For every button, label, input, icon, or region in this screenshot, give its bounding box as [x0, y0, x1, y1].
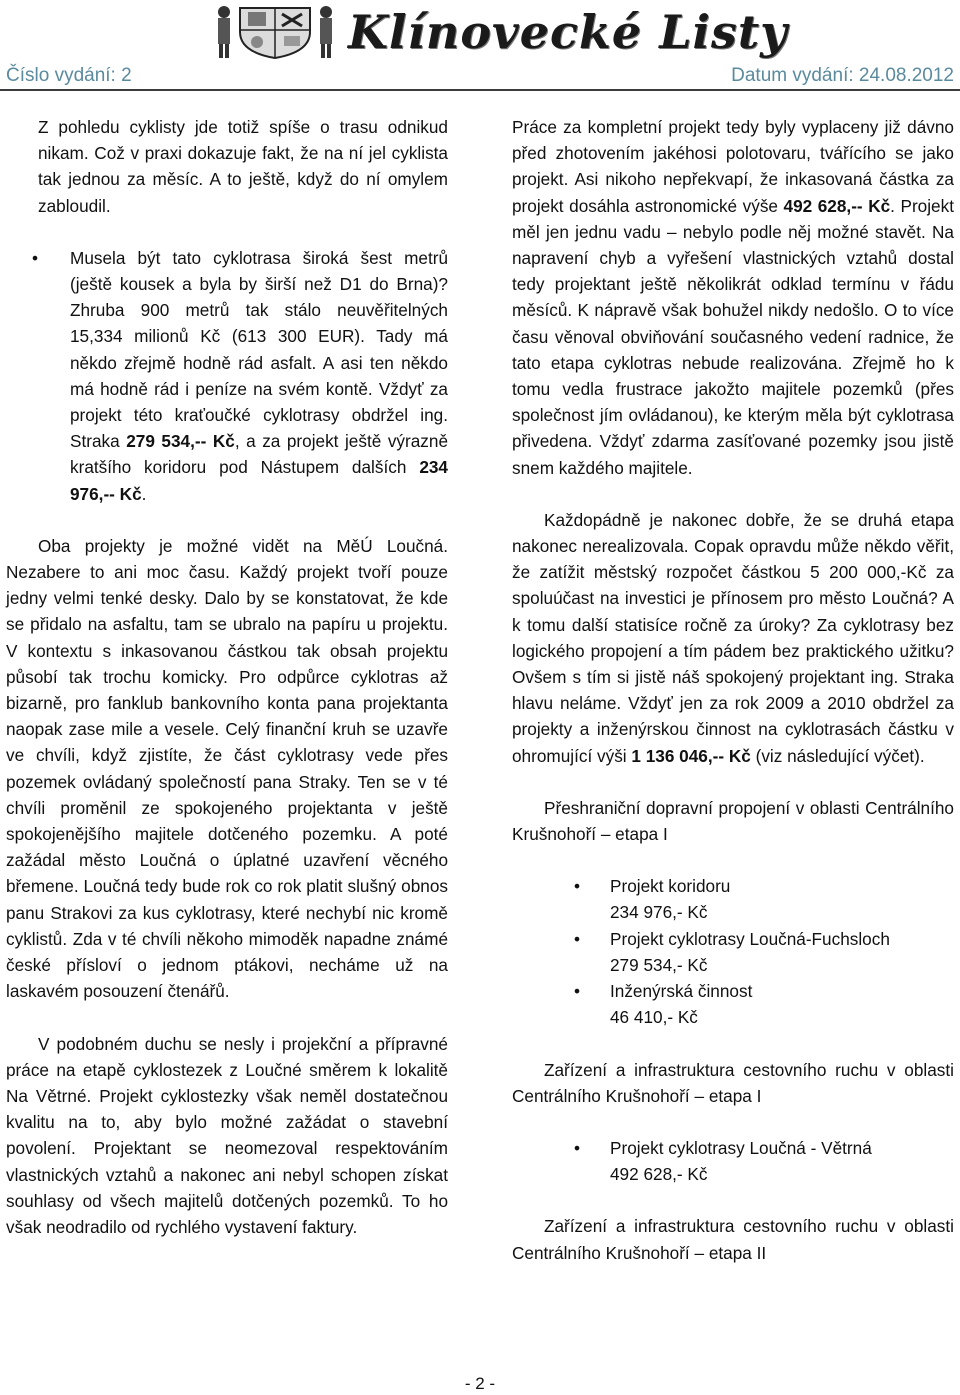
issue-number: Číslo vydání: 2 [6, 65, 132, 86]
right-p2-text-end: (viz následující výčet). [750, 745, 925, 766]
left-paragraph-2: Oba projekty je možné vidět na MěÚ Loučná. Nezabere to ani moc času. Každý projekt tvoří pouze jedny velmi tenké desky. Dalo by se konstatovat, že kde se přidalo na asfaltu, tam se ubralo na papíru u projektu. V kontextu s inkasovanou částkou tak obsah projektu působí tak trochu komicky. Pro odpůrce cyklotras až bizarně, pro fanklub bankovního konta pana projektanta naopak zase mile a vesele. Celý finanční kruh se uzavře ve chvíli, když zjistíte, že část cyklotrasy vede přes pozemek ovládaný společností pana Straky. Ten se v té chvíli proměnil ze spokojeného projektanta v ještě spokojenějšího majitele dotčeného pozemku. A poté zažádal město Loučná o úplatné uzavření věcného břemene. Loučná tedy bude rok co rok platit slušný obnos panu Strakovi za kus cyklotrasy, které nechybí nic kromě cyklistů. Zda v té chvíli někoho mimoděk napadne známé české přísloví o jednom ptákovi, necháme už na laskavém posouzení čtenářů. [6, 535, 448, 1002]
right-p1-text-end: . Projekt měl jen jednu vadu – nebylo podle něj možné stavět. Na napravení chyb a vyřešení vlastnických vztahů dostal tedy projektant ještě několikrát odklad termínu v řádu měsíců. K nápravě však bohužel nikdy nedošlo. O to více času věnoval obviňování současného vedení radnice, že tato etapa cyklotras nebude realizována. Zřejmě ho k tomu vedla frustrace jakožto majitele pozemků (přes společnost jím ovládanou), ke kterým měla být cyklotrasa přivedena. Vždyť zdarma zasíťované pozemky jsou jistě snem každého majitele. [512, 195, 954, 478]
item-amount: 492 628,- Kč [610, 1164, 708, 1185]
left-paragraph-3: V podobném duchu se nesly i projekční a přípravné práce na etapě cyklostezek z Loučné směrem k lokalitě Na Větrné. Projekt cyklostezky však neměl dostatečnou kvalitu na to, aby bylo možné zažádat o stavební povolení. Projektant se neomezoval respektováním vlastnických vztahů a nakonec ani nebyl schopen získat souhlasy od všech majitelů dotčených pozemků. To ho však neodradilo od rychlého vystavení faktury. [6, 1033, 448, 1237]
section-2-title: Zařízení a infrastruktura cestovního ruchu v oblasti Centrálního Krušnohoří – etapa I [512, 1059, 954, 1106]
crest-icon [212, 2, 338, 60]
right-p1-amount: 492 628,-- Kč [783, 195, 891, 216]
right-p1-text: Práce za kompletní projekt tedy byly vyplaceny již dávno před zhotovením jakéhosi polotovaru, tvářícího se jako projekt. Asi nikoho nepřekvapí, že inkasovaná částka za projekt dosáhla astronomické výše [512, 117, 954, 216]
right-paragraph-2 [512, 507, 954, 769]
issue-date: Datum vydání: 24.08.2012 [731, 65, 954, 86]
list-item [6, 245, 448, 507]
right-paragraph-1 [512, 114, 954, 481]
list-item [512, 978, 954, 1030]
page-header [0, 0, 960, 92]
item-name: • Inženýrská činnost [610, 981, 753, 1002]
item-name: • Projekt cyklotrasy Loučná - Větrná [610, 1137, 872, 1158]
left-bullet-list [6, 245, 448, 507]
left-column [6, 114, 448, 1240]
right-p2-text: Každopádně je nakonec dobře, že se druhá etapa nakonec nerealizovala. Copak opravdu může někdo věřit, že zatížit městský rozpočet částkou 5 200 000,-Kč za spoluúčast na investici je přínosem pro město Loučná? A k tomu další statisíce ročně za úroky? Za cyklotrasy bez logického propojení a tím pádem bez praktického užitku? Ovšem s tím si jistě náš spokojený projektant ing. Straka hlavu neláme. Vždyť jen za rok 2009 a 2010 obdržel za projekty a inženýrskou činnost na cyklotrasách částku v ohromující výši [512, 509, 954, 766]
left-paragraph-1: Z pohledu cyklisty jde totiž spíše o trasu odnikud nikam. Což v praxi dokazuje fakt, že na ní jel cyklista tak jednou za měsíc. A to ještě, když do ní omylem zabloudil. [38, 117, 448, 216]
bullet-amount-2: 234 976,-- Kč [70, 457, 448, 504]
list-item [512, 1135, 954, 1187]
item-amount: 279 534,- Kč [610, 954, 708, 975]
section-1-title: Přeshraniční dopravní propojení v oblasti Centrálního Krušnohoří – etapa I [512, 797, 954, 845]
right-p2-amount: 1 136 046,-- Kč [631, 745, 751, 766]
item-name: • Projekt koridoru [610, 876, 731, 897]
list-item [512, 926, 954, 978]
section-1-list [512, 873, 954, 1030]
right-column [512, 114, 954, 1266]
page-number: - 2 - [464, 1374, 496, 1393]
bullet-text-end: . [141, 483, 147, 504]
item-amount: 46 410,- Kč [610, 1007, 698, 1028]
masthead-title: Klínovecké Listy [348, 5, 788, 59]
bullet-text-mid: , a za projekt ještě výrazně kratšího koridoru pod Nástupem dalších [70, 431, 448, 478]
bullet-text: Musela být tato cyklotrasa široká šest metrů (ještě kousek a byla by širší než D1 do Brna)? Zhruba 900 metrů tak stálo neuvěřitelných 15,334 milionů Kč (613 300 EUR). Tady má někdo zřejmě hodně rád asfalt. A asi ten někdo má hodně rád i peníze na svém kontě. Vždyť za projekt této kraťoučké cyklotrasy obdržel ing. Straka [70, 247, 448, 452]
bullet-amount-1: 279 534,-- Kč [126, 431, 235, 452]
section-2-list [512, 1135, 954, 1187]
item-name: • Projekt cyklotrasy Loučná-Fuchsloch [610, 928, 890, 949]
list-item [512, 873, 954, 925]
item-amount: 234 976,- Kč [610, 902, 708, 923]
header-divider [0, 89, 960, 91]
section-3-title: Zařízení a infrastruktura cestovního ruchu v oblasti Centrálního Krušnohoří – etapa II [512, 1216, 954, 1263]
